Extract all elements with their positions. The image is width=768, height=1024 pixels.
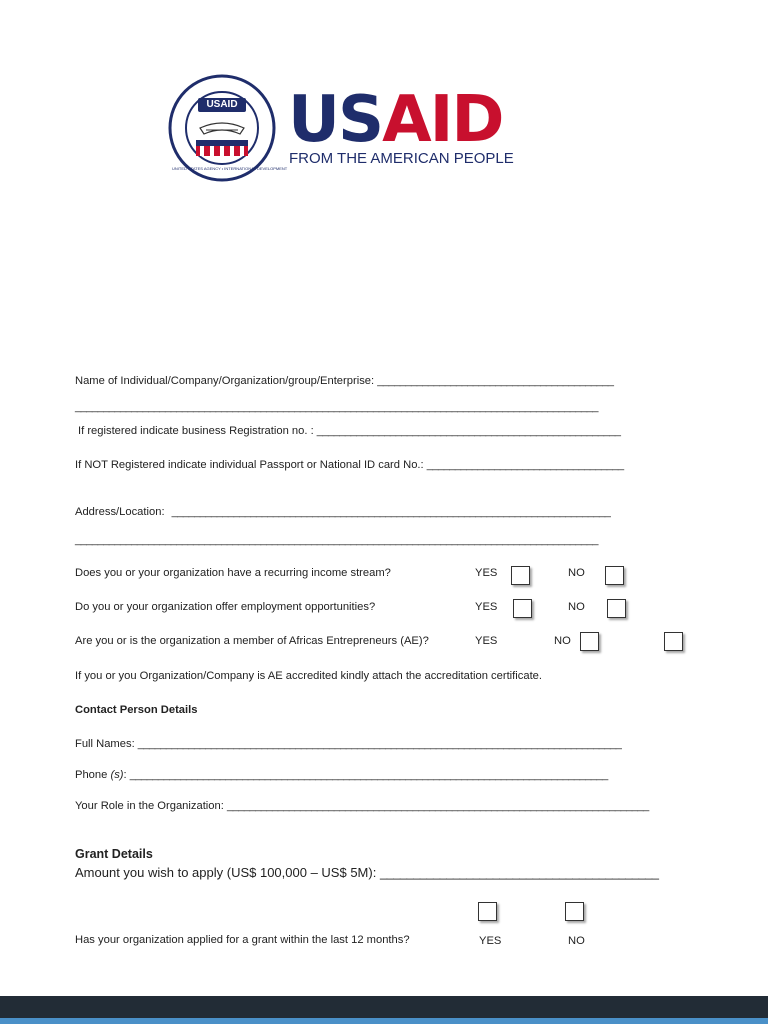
employment-no-checkbox[interactable] [607,599,626,618]
fullnames-row [75,738,621,750]
brand-aid: AID [382,83,503,157]
contact-heading: Contact Person Details [75,704,198,716]
grant-yes-label: YES [479,935,502,947]
name-input[interactable]: __________________________________________ [377,375,614,387]
fullnames-label: Full Names: [75,738,135,750]
seal-ring-text: UNITED STATES AGENCY • INTERNATIONAL DEVELOPMENT [172,166,288,171]
fullnames-input[interactable]: ______________________________________________________________________________________ [137,738,622,750]
registration-row [78,425,620,437]
address-label: Address/Location: [75,506,165,518]
ae-yes-label: YES [475,635,498,647]
question-grant: Has your organization applied for a grant within the last 12 months? [75,934,410,946]
name-input-line2[interactable]: _____________________________________________________________________________________________ [75,401,598,413]
phone-label: Phone [75,769,108,781]
role-input[interactable]: ___________________________________________________________________________ [226,800,649,812]
employment-yes-checkbox[interactable] [513,599,532,618]
amount-row [75,865,658,880]
name-row [75,375,613,387]
brand-us: US [288,83,383,157]
footer-bar [0,996,768,1018]
income-yes-label: YES [475,567,498,579]
footer-accent-bar [0,1018,768,1024]
address-input[interactable]: ______________________________________________________________________________ [171,506,611,518]
brand-tagline: FROM THE AMERICAN PEOPLE [289,150,514,167]
amount-input[interactable]: __________________________________________ [379,865,659,880]
phone-colon: : [123,769,127,781]
question-employment: Do you or your organization offer employment opportunities? [75,601,376,613]
ae-no-label: NO [554,635,571,647]
address-input-line2[interactable]: _____________________________________________________________________________________________ [75,534,598,546]
employment-no-label: NO [568,601,585,613]
phone-input[interactable]: _____________________________________________________________________________________ [129,769,608,781]
registration-input[interactable]: ______________________________________________________ [316,425,621,437]
grant-no-checkbox[interactable] [565,902,584,921]
registration-label: If registered indicate business Registration no. : [78,425,314,437]
ae-no-checkbox[interactable] [580,632,599,651]
id-row [75,459,624,471]
seal-label: USAID [206,99,238,110]
question-income: Does you or your organization have a recurring income stream? [75,567,391,579]
amount-label: Amount you wish to apply (US$ 100,000 – US$ 5M): [75,865,377,880]
grant-yes-checkbox[interactable] [478,902,497,921]
address-row [75,506,610,518]
name-label: Name of Individual/Company/Organization/group/Enterprise: [75,375,375,387]
income-no-label: NO [568,567,585,579]
role-label: Your Role in the Organization: [75,800,224,812]
usaid-seal [166,74,288,182]
id-input[interactable]: ___________________________________ [426,459,624,471]
phone-suffix: (s) [110,769,124,781]
role-row [75,800,649,812]
income-no-checkbox[interactable] [605,566,624,585]
grant-heading: Grant Details [75,847,153,861]
id-label: If NOT Registered indicate individual Passport or National ID card No.: [75,459,424,471]
grant-no-label: NO [568,935,585,947]
income-yes-checkbox[interactable] [511,566,530,585]
ae-note: If you or you Organization/Company is AE accredited kindly attach the accreditation certificate. [75,670,543,682]
ae-extra-checkbox[interactable] [664,632,683,651]
phone-row [75,769,608,781]
employment-yes-label: YES [475,601,498,613]
brand-wordmark [288,83,503,157]
question-ae-member: Are you or is the organization a member of Africas Entrepreneurs (AE)? [75,635,429,647]
